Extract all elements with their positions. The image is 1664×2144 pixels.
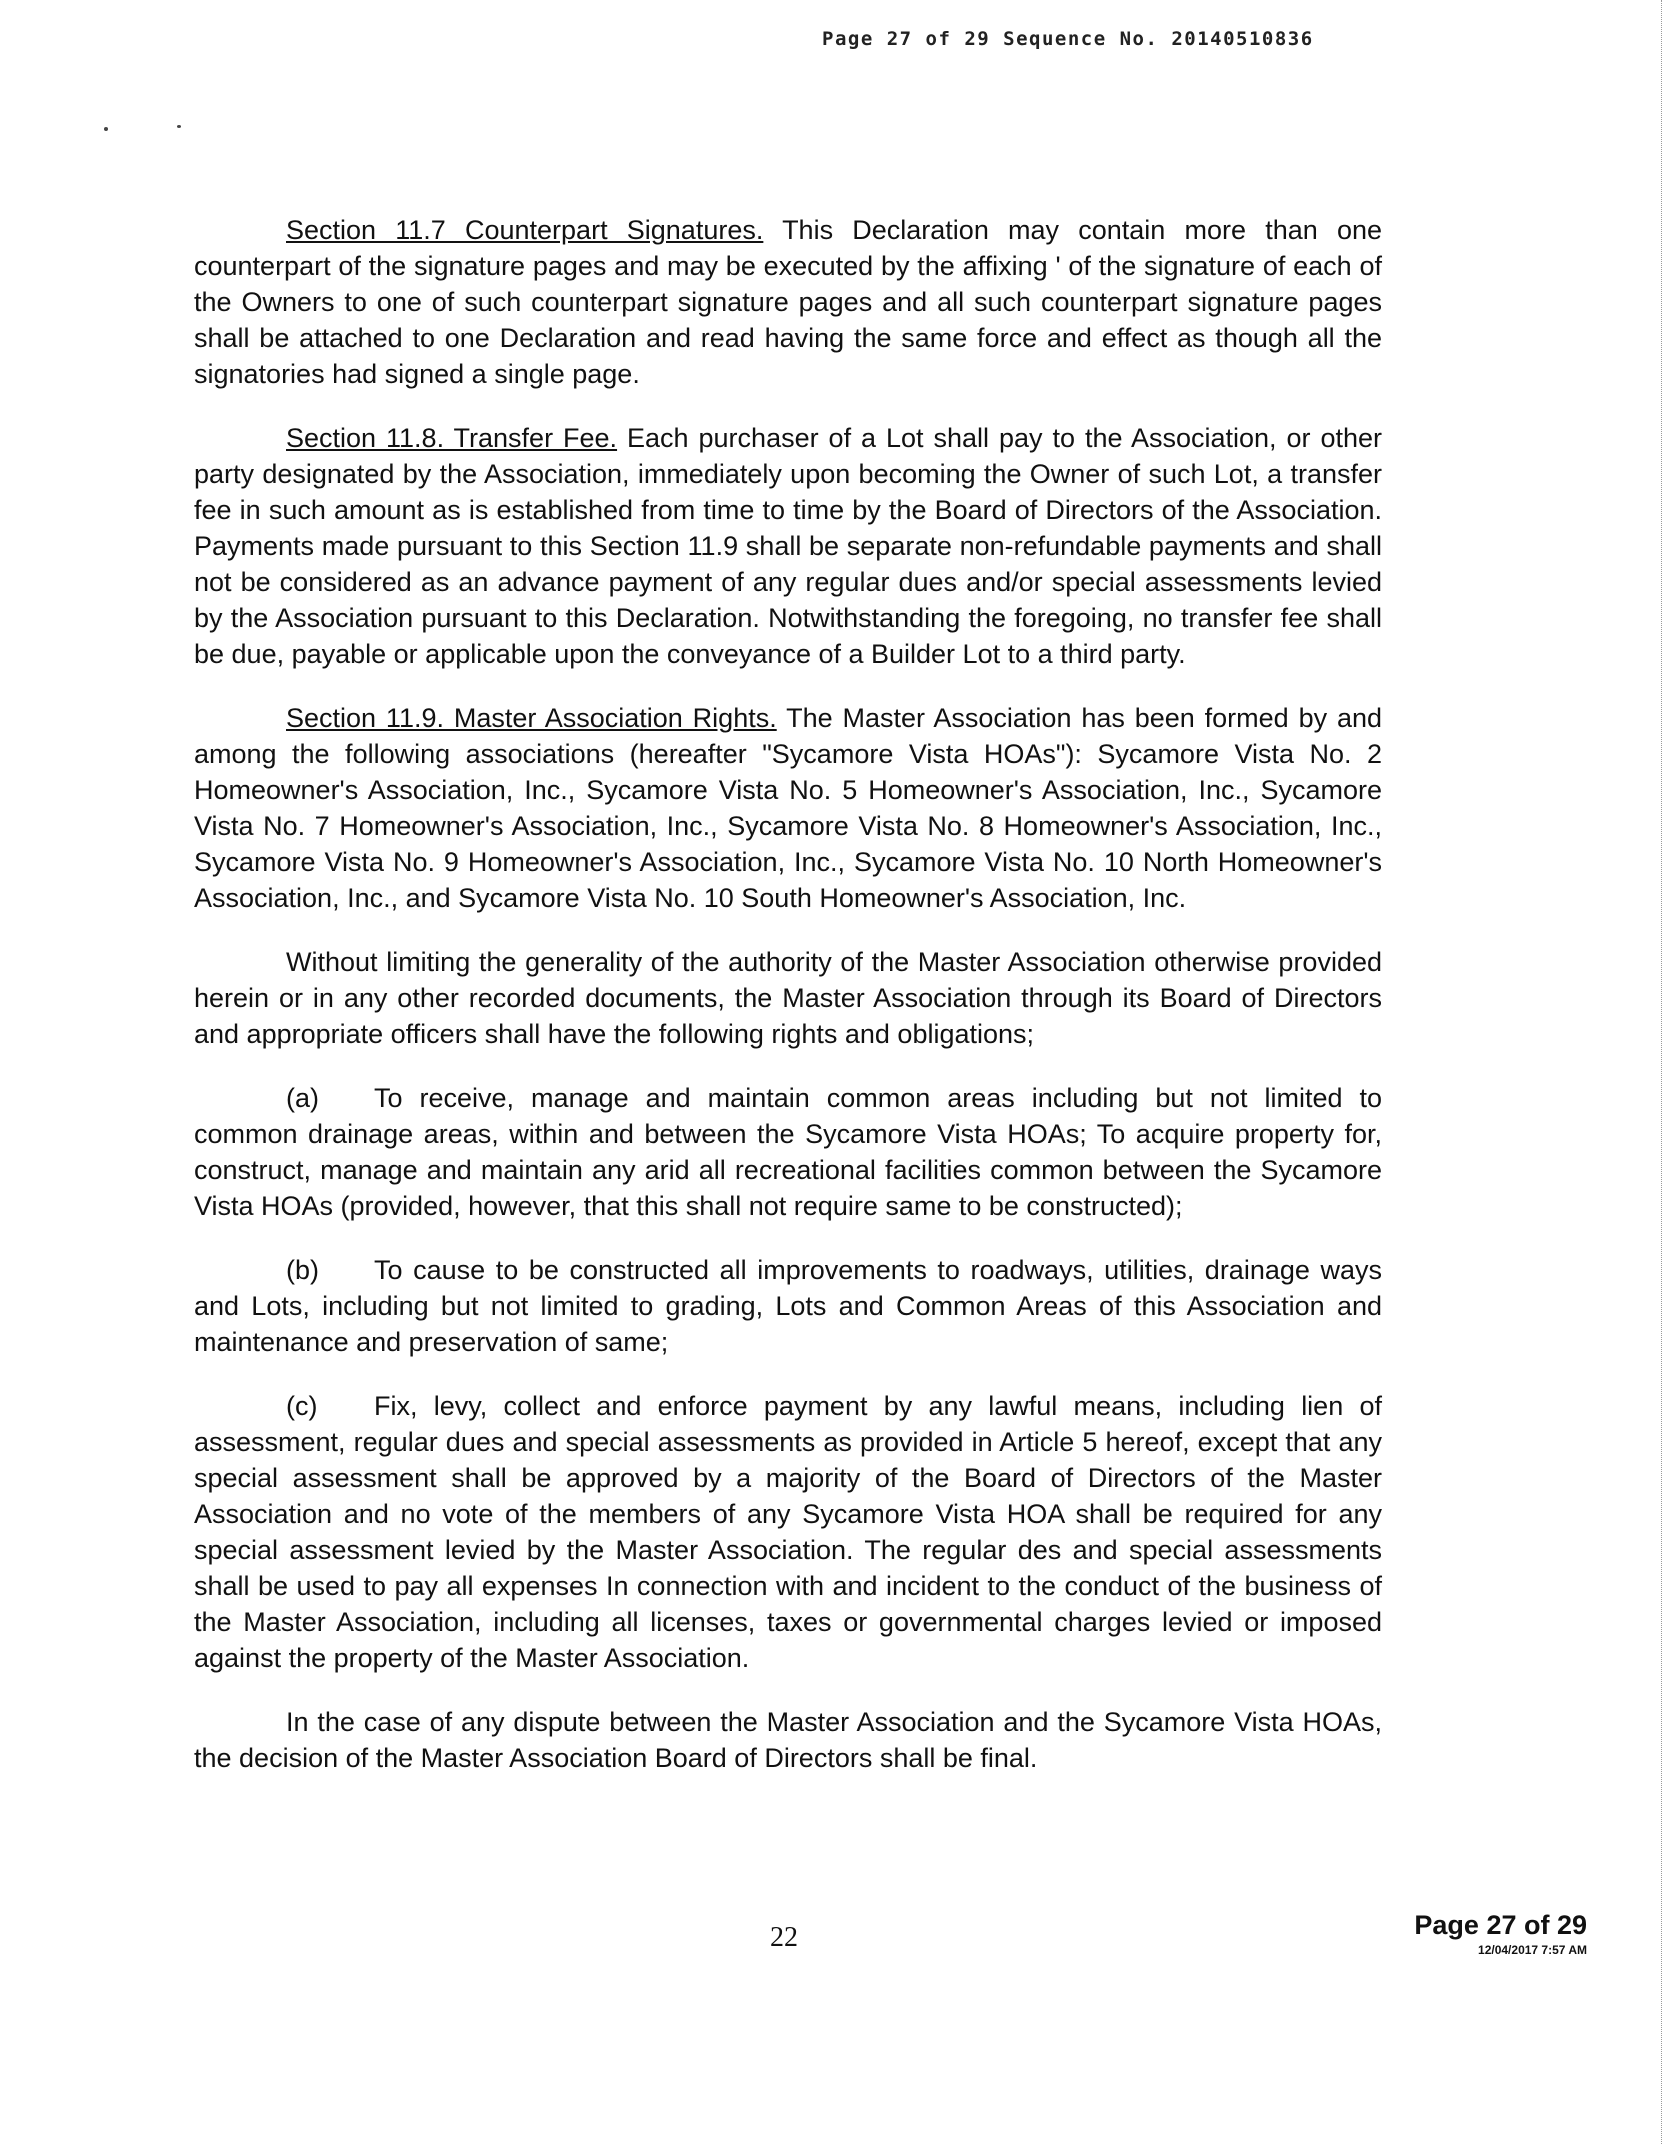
item-text: To receive, manage and maintain common areas including but not limited to common drainage areas, within and between the Sycamore Vista HOAs; To acquire property for, construct, manage and maintain any arid all recreational facilities common between the Sycamore Vista HOAs (provided, however, that this shall not require same to be constructed); xyxy=(194,1083,1382,1221)
item-text: To cause to be constructed all improvements to roadways, utilities, drainage ways and Lots, including but not limited to grading, Lots and Common Areas of this Association and maintenance and preservation of same; xyxy=(194,1255,1382,1357)
list-item-a xyxy=(194,1080,1382,1224)
page-number: 22 xyxy=(770,1922,798,1953)
page-stamp xyxy=(1414,1910,1587,1957)
closing-paragraph: In the case of any dispute between the Master Association and the Sycamore Vista HOAs, the decision of the Master Association Board of Directors shall be final. xyxy=(194,1707,1382,1773)
item-label: (a) xyxy=(286,1083,319,1113)
section-11-9 xyxy=(194,700,1382,916)
section-heading: Section 11.9. Master Association Rights. xyxy=(286,703,777,733)
scan-speck xyxy=(104,127,108,131)
timestamp: 12/04/2017 7:57 AM xyxy=(1478,1943,1587,1957)
intro-paragraph: Without limiting the generality of the authority of the Master Association otherwise provided herein or in any other recorded documents, the Master Association through its Board of Directors and appropriate officers shall have the following rights and obligations; xyxy=(194,947,1382,1049)
section-11-7 xyxy=(194,212,1382,392)
section-text: Each purchaser of a Lot shall pay to the Association, or other party designated by the Association, immediately upon becoming the Owner of such Lot, a transfer fee in such amount as is established from time to time by the Board of Directors of the Association. Payments made pursuant to this Section 11.9 shall be separate non-refundable payments and shall not be considered as an advance payment of any regular dues and/or special assessments levied by the Association pursuant to this Declaration. Notwithstanding the foregoing, no transfer fee shall be due, payable or applicable upon the conveyance of a Builder Lot to a third party. xyxy=(194,423,1383,669)
scan-speck xyxy=(177,125,181,128)
item-text: Fix, levy, collect and enforce payment by any lawful means, including lien of assessment, regular dues and special assessments as provided in Article 5 hereof, except that any special assessment shall be approved by a majority of the Board of Directors of the Master Association and no vote of the members of any Sycamore Vista HOA shall be required for any special assessment levied by the Master Association. The regular des and special assessments shall be used to pay all expenses In connection with and incident to the conduct of the business of the Master Association, including all licenses, taxes or governmental charges levied or imposed against the property of the Master Association. xyxy=(194,1391,1382,1673)
section-heading: Section 11.7 Counterpart Signatures. xyxy=(286,215,764,245)
item-label: (b) xyxy=(286,1255,319,1285)
item-label: (c) xyxy=(286,1391,318,1421)
section-text: The Master Association has been formed by and among the following associations (hereafter "Sycamore Vista HOAs"): Sycamore Vista No. 2 Homeowner's Association, Inc., Sycamore Vista No. 5 Homeowner's Association, Inc., Sycamore Vista No. 7 Homeowner's Association, Inc., Sycamore Vista No. 8 Homeowner's Association, Inc., Sycamore Vista No. 9 Homeowner's Association, Inc., Sycamore Vista No. 10 North Homeowner's Association, Inc., and Sycamore Vista No. 10 South Homeowner's Association, Inc. xyxy=(194,703,1382,913)
page-of-label: Page 27 of 29 xyxy=(1414,1910,1587,1940)
section-heading: Section 11.8. Transfer Fee. xyxy=(286,423,618,453)
section-11-8 xyxy=(194,420,1382,672)
section-text: This Declaration may contain more than one counterpart of the signature pages and may be executed by the affixing ' of the signature of each of the Owners to one of such counterpart signature pages and all such counterpart signature pages shall be attached to one Declaration and read having the same force and effect as though all the signatories had signed a single page. xyxy=(194,215,1382,389)
list-item-c xyxy=(194,1388,1382,1676)
list-item-b xyxy=(194,1252,1382,1360)
page-sequence-header: Page 27 of 29 Sequence No. 20140510836 xyxy=(822,28,1314,50)
document-body xyxy=(194,212,1382,1804)
